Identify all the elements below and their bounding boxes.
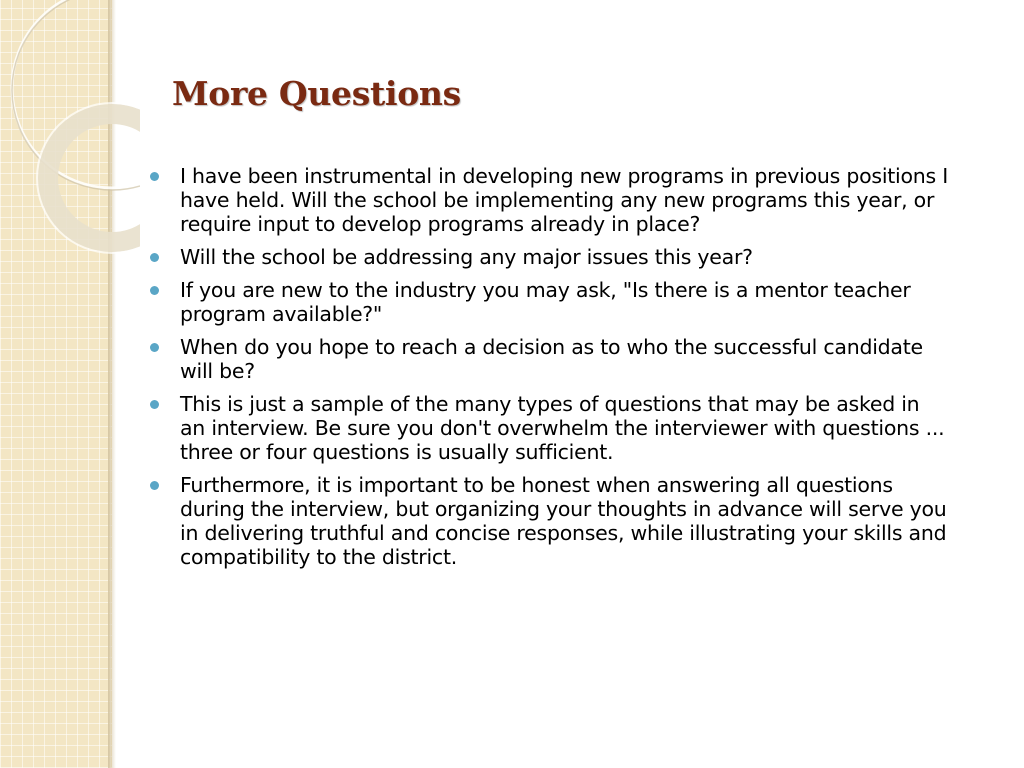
- bullet-list: [150, 164, 950, 578]
- thick-ring: [48, 114, 140, 242]
- bullet-dot-icon: [150, 172, 159, 181]
- bullet-text: When do you hope to reach a decision as to who the successful candidate will be?: [180, 335, 923, 383]
- bullet-item: [150, 473, 950, 569]
- bullet-text: This is just a sample of the many types of questions that may be asked in an interview. Be sure you don't overwhelm the interviewer with questions ... three or four questions is usually sufficient.: [180, 392, 945, 464]
- bullet-dot-icon: [150, 481, 159, 490]
- bullet-dot-icon: [150, 343, 159, 352]
- bullet-item: [150, 335, 950, 383]
- slide-title: More Questions: [172, 74, 461, 113]
- large-ring: [12, 0, 140, 188]
- bullet-dot-icon: [150, 400, 159, 409]
- decorative-rings: [0, 0, 140, 260]
- bullet-dot-icon: [150, 253, 159, 262]
- bullet-text: I have been instrumental in developing new programs in previous positions I have held. Will the school be implementing any new programs this year, or require input to develop programs already in place?: [180, 164, 949, 236]
- bullet-item: [150, 164, 950, 236]
- bullet-dot-icon: [150, 286, 159, 295]
- bullet-text: Furthermore, it is important to be honest when answering all questions during the interview, but organizing your thoughts in advance will serve you in delivering truthful and concise responses, while illustrating your skills and compatibility to the district.: [180, 473, 947, 569]
- bullet-text: Will the school be addressing any major issues this year?: [180, 245, 753, 269]
- bullet-item: [150, 392, 950, 464]
- bullet-item: [150, 278, 950, 326]
- bullet-text: If you are new to the industry you may ask, "Is there is a mentor teacher program available?": [180, 278, 911, 326]
- bullet-item: [150, 245, 950, 269]
